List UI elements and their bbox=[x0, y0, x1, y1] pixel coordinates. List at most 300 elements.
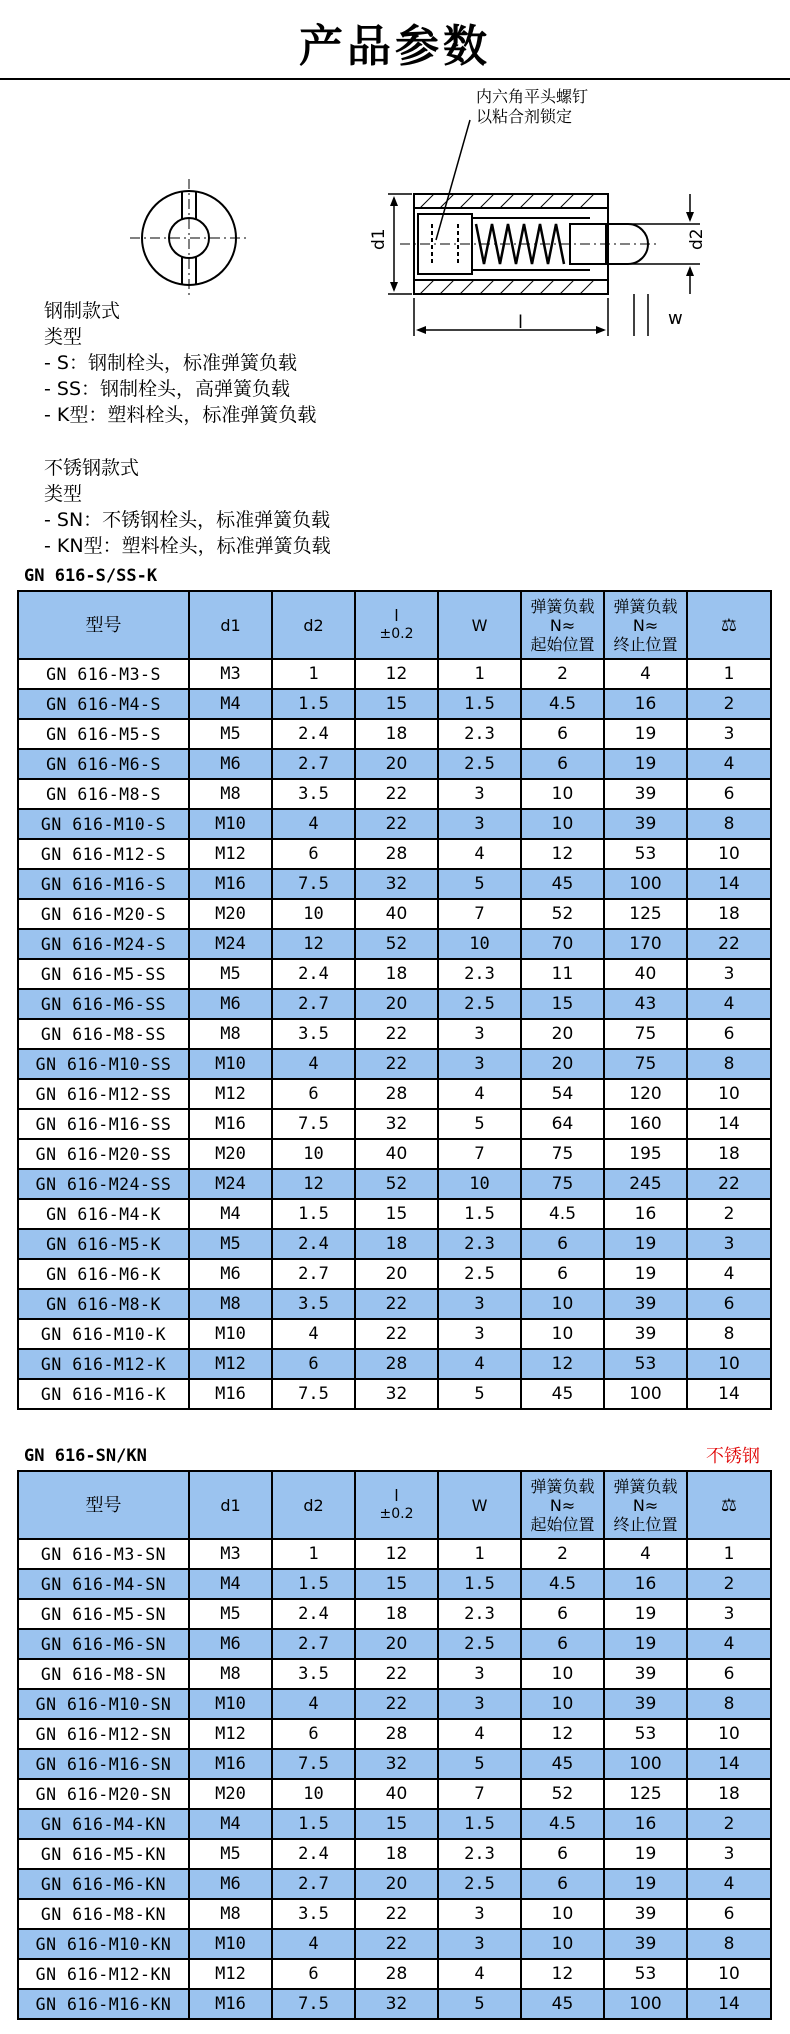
header-l-tol: ±0.2 bbox=[379, 1506, 414, 1522]
cell-weight: 10 bbox=[687, 1079, 771, 1109]
cell-d1: M4 bbox=[189, 1569, 272, 1599]
table-row bbox=[18, 989, 771, 1019]
table-row bbox=[18, 1229, 771, 1259]
cell-model: GN 616-M4-K bbox=[18, 1199, 189, 1229]
cell-d2: 4 bbox=[272, 1319, 355, 1349]
cell-weight: 6 bbox=[687, 1289, 771, 1319]
cell-model: GN 616-M5-SS bbox=[18, 959, 189, 989]
header-end-load bbox=[604, 591, 687, 659]
cell-l: 32 bbox=[355, 1379, 438, 1409]
cell-w: 2.3 bbox=[438, 1229, 521, 1259]
cell-end-load: 39 bbox=[604, 1659, 687, 1689]
cell-weight: 3 bbox=[687, 1839, 771, 1869]
cell-l: 12 bbox=[355, 1539, 438, 1569]
cell-d2: 7.5 bbox=[272, 869, 355, 899]
cell-l: 32 bbox=[355, 1109, 438, 1139]
cell-weight: 1 bbox=[687, 659, 771, 689]
cell-w: 10 bbox=[438, 1169, 521, 1199]
table-row bbox=[18, 1139, 771, 1169]
header-d2: d2 bbox=[272, 1471, 355, 1539]
cell-w: 3 bbox=[438, 1689, 521, 1719]
cell-end-load: 39 bbox=[604, 1689, 687, 1719]
stainless-desc-line: - KN型：塑料栓头，标准弹簧负载 bbox=[44, 535, 331, 557]
cell-l: 32 bbox=[355, 1749, 438, 1779]
cell-start-load: 6 bbox=[521, 1629, 604, 1659]
header-end-load bbox=[604, 1471, 687, 1539]
cell-end-load: 100 bbox=[604, 1379, 687, 1409]
cell-model: GN 616-M6-K bbox=[18, 1259, 189, 1289]
cell-start-load: 4.5 bbox=[521, 1809, 604, 1839]
header-end-line: 终止位置 bbox=[613, 634, 678, 654]
table-row bbox=[18, 809, 771, 839]
cell-start-load: 11 bbox=[521, 959, 604, 989]
cell-end-load: 100 bbox=[604, 869, 687, 899]
cell-weight: 14 bbox=[687, 1379, 771, 1409]
cell-start-load: 52 bbox=[521, 1779, 604, 1809]
weight-icon: ⚖ bbox=[687, 591, 771, 659]
cell-d2: 2.4 bbox=[272, 959, 355, 989]
cell-start-load: 12 bbox=[521, 1959, 604, 1989]
table-row bbox=[18, 1959, 771, 1989]
front-view bbox=[130, 179, 248, 297]
cell-d2: 7.5 bbox=[272, 1379, 355, 1409]
header-start-line: 弹簧负载 bbox=[530, 1476, 595, 1496]
cell-weight: 14 bbox=[687, 869, 771, 899]
table-row bbox=[18, 1289, 771, 1319]
cell-d2: 2.7 bbox=[272, 989, 355, 1019]
header-d1: d1 bbox=[189, 1471, 272, 1539]
cell-w: 2.5 bbox=[438, 989, 521, 1019]
header-end-line: 终止位置 bbox=[613, 1514, 678, 1534]
table-row bbox=[18, 1539, 771, 1569]
cell-d1: M6 bbox=[189, 1629, 272, 1659]
cell-l: 22 bbox=[355, 1049, 438, 1079]
cell-l: 22 bbox=[355, 1689, 438, 1719]
title-divider bbox=[0, 78, 790, 80]
cell-model: GN 616-M4-KN bbox=[18, 1809, 189, 1839]
cell-end-load: 16 bbox=[604, 1199, 687, 1229]
cell-end-load: 39 bbox=[604, 779, 687, 809]
cell-d1: M16 bbox=[189, 1109, 272, 1139]
cell-d2: 10 bbox=[272, 1779, 355, 1809]
cell-start-load: 54 bbox=[521, 1079, 604, 1109]
table-row bbox=[18, 1049, 771, 1079]
cell-model: GN 616-M24-SS bbox=[18, 1169, 189, 1199]
cell-w: 3 bbox=[438, 1289, 521, 1319]
cell-model: GN 616-M16-S bbox=[18, 869, 189, 899]
cell-end-load: 40 bbox=[604, 959, 687, 989]
cell-start-load: 4.5 bbox=[521, 689, 604, 719]
header-end-line: 弹簧负载 bbox=[613, 596, 678, 616]
cell-d2: 2.4 bbox=[272, 719, 355, 749]
cell-weight: 22 bbox=[687, 929, 771, 959]
cell-d1: M4 bbox=[189, 689, 272, 719]
cell-model: GN 616-M16-KN bbox=[18, 1989, 189, 2019]
cell-l: 28 bbox=[355, 1719, 438, 1749]
cell-w: 3 bbox=[438, 779, 521, 809]
cell-start-load: 20 bbox=[521, 1049, 604, 1079]
cell-weight: 22 bbox=[687, 1169, 771, 1199]
cell-l: 18 bbox=[355, 1839, 438, 1869]
header-w: W bbox=[438, 591, 521, 659]
cell-end-load: 19 bbox=[604, 1229, 687, 1259]
callout-line-1: 内六角平头螺钉 bbox=[476, 87, 589, 106]
table-row bbox=[18, 1989, 771, 2019]
cell-end-load: 39 bbox=[604, 1289, 687, 1319]
cell-d2: 6 bbox=[272, 1719, 355, 1749]
cell-start-load: 45 bbox=[521, 869, 604, 899]
table-row bbox=[18, 1199, 771, 1229]
cell-l: 20 bbox=[355, 1869, 438, 1899]
cell-weight: 4 bbox=[687, 1629, 771, 1659]
header-end-line: 弹簧负载 bbox=[613, 1476, 678, 1496]
cell-weight: 10 bbox=[687, 1719, 771, 1749]
cell-start-load: 52 bbox=[521, 899, 604, 929]
cell-weight: 3 bbox=[687, 719, 771, 749]
header-end-line: N≈ bbox=[632, 1495, 659, 1515]
cell-model: GN 616-M8-KN bbox=[18, 1899, 189, 1929]
table1-title: GN 616-S/SS-K bbox=[24, 566, 158, 586]
cell-d1: M12 bbox=[189, 839, 272, 869]
header-model: 型号 bbox=[18, 1471, 189, 1539]
cell-start-load: 64 bbox=[521, 1109, 604, 1139]
table-row bbox=[18, 1629, 771, 1659]
cell-w: 5 bbox=[438, 1109, 521, 1139]
cell-d1: M20 bbox=[189, 899, 272, 929]
cell-weight: 2 bbox=[687, 1569, 771, 1599]
cell-w: 1.5 bbox=[438, 689, 521, 719]
cell-w: 2.5 bbox=[438, 1869, 521, 1899]
cell-start-load: 15 bbox=[521, 989, 604, 1019]
cell-d2: 6 bbox=[272, 1959, 355, 1989]
cell-end-load: 19 bbox=[604, 749, 687, 779]
cell-weight: 2 bbox=[687, 1199, 771, 1229]
cell-w: 2.3 bbox=[438, 1599, 521, 1629]
cell-weight: 14 bbox=[687, 1749, 771, 1779]
cell-d2: 6 bbox=[272, 839, 355, 869]
cell-end-load: 19 bbox=[604, 1629, 687, 1659]
cell-d1: M12 bbox=[189, 1719, 272, 1749]
label-d2: d2 bbox=[687, 228, 707, 250]
cell-w: 3 bbox=[438, 1049, 521, 1079]
cell-d2: 7.5 bbox=[272, 1749, 355, 1779]
cell-w: 7 bbox=[438, 1779, 521, 1809]
header-l-tol: ±0.2 bbox=[379, 626, 414, 642]
cell-model: GN 616-M12-KN bbox=[18, 1959, 189, 1989]
cell-model: GN 616-M4-S bbox=[18, 689, 189, 719]
cell-start-load: 4.5 bbox=[521, 1569, 604, 1599]
cell-model: GN 616-M10-KN bbox=[18, 1929, 189, 1959]
cell-model: GN 616-M5-SN bbox=[18, 1599, 189, 1629]
cell-l: 22 bbox=[355, 1659, 438, 1689]
cell-weight: 18 bbox=[687, 899, 771, 929]
cell-w: 1.5 bbox=[438, 1809, 521, 1839]
cell-d1: M10 bbox=[189, 1049, 272, 1079]
table-row bbox=[18, 779, 771, 809]
cell-start-load: 10 bbox=[521, 1319, 604, 1349]
cell-model: GN 616-M5-S bbox=[18, 719, 189, 749]
cell-model: GN 616-M24-S bbox=[18, 929, 189, 959]
header-start-load bbox=[521, 591, 604, 659]
cell-d2: 2.4 bbox=[272, 1229, 355, 1259]
cell-l: 32 bbox=[355, 869, 438, 899]
cell-d2: 4 bbox=[272, 1049, 355, 1079]
cell-d2: 1 bbox=[272, 1539, 355, 1569]
table-row bbox=[18, 1839, 771, 1869]
header-w: W bbox=[438, 1471, 521, 1539]
cell-w: 7 bbox=[438, 899, 521, 929]
header-l bbox=[355, 1471, 438, 1539]
cell-d2: 1.5 bbox=[272, 1809, 355, 1839]
steel-desc-line: 钢制款式 bbox=[44, 300, 121, 322]
cell-w: 7 bbox=[438, 1139, 521, 1169]
cell-model: GN 616-M10-K bbox=[18, 1319, 189, 1349]
cell-weight: 8 bbox=[687, 1049, 771, 1079]
side-view bbox=[400, 194, 660, 294]
cell-d1: M10 bbox=[189, 1319, 272, 1349]
cell-w: 2.5 bbox=[438, 1629, 521, 1659]
cell-end-load: 160 bbox=[604, 1109, 687, 1139]
cell-d2: 3.5 bbox=[272, 779, 355, 809]
cell-d1: M5 bbox=[189, 719, 272, 749]
cell-end-load: 120 bbox=[604, 1079, 687, 1109]
cell-model: GN 616-M20-S bbox=[18, 899, 189, 929]
cell-model: GN 616-M8-S bbox=[18, 779, 189, 809]
header-l bbox=[355, 591, 438, 659]
cell-d2: 4 bbox=[272, 1689, 355, 1719]
cell-end-load: 4 bbox=[604, 659, 687, 689]
cell-w: 3 bbox=[438, 809, 521, 839]
cell-l: 18 bbox=[355, 1599, 438, 1629]
cell-d1: M3 bbox=[189, 1539, 272, 1569]
header-start-line: 起始位置 bbox=[530, 634, 595, 654]
cell-l: 18 bbox=[355, 959, 438, 989]
cell-model: GN 616-M6-KN bbox=[18, 1869, 189, 1899]
cell-l: 20 bbox=[355, 989, 438, 1019]
table-row bbox=[18, 1809, 771, 1839]
cell-d2: 7.5 bbox=[272, 1109, 355, 1139]
cell-start-load: 12 bbox=[521, 1349, 604, 1379]
cell-start-load: 10 bbox=[521, 1659, 604, 1689]
table-row bbox=[18, 1929, 771, 1959]
cell-model: GN 616-M16-SN bbox=[18, 1749, 189, 1779]
table-row bbox=[18, 869, 771, 899]
cell-l: 20 bbox=[355, 1259, 438, 1289]
cell-weight: 4 bbox=[687, 749, 771, 779]
cell-d1: M10 bbox=[189, 1929, 272, 1959]
cell-model: GN 616-M5-K bbox=[18, 1229, 189, 1259]
dimension-lines bbox=[388, 120, 700, 336]
cell-weight: 6 bbox=[687, 1019, 771, 1049]
cell-end-load: 75 bbox=[604, 1049, 687, 1079]
cell-l: 28 bbox=[355, 839, 438, 869]
cell-w: 1.5 bbox=[438, 1569, 521, 1599]
cell-end-load: 16 bbox=[604, 1809, 687, 1839]
table-row bbox=[18, 929, 771, 959]
header-d2: d2 bbox=[272, 591, 355, 659]
cell-model: GN 616-M8-SN bbox=[18, 1659, 189, 1689]
cell-w: 3 bbox=[438, 1319, 521, 1349]
cell-weight: 1 bbox=[687, 1539, 771, 1569]
cell-model: GN 616-M20-SS bbox=[18, 1139, 189, 1169]
cell-weight: 2 bbox=[687, 689, 771, 719]
cell-d1: M4 bbox=[189, 1809, 272, 1839]
cell-d2: 3.5 bbox=[272, 1899, 355, 1929]
cell-w: 4 bbox=[438, 839, 521, 869]
cell-w: 2.3 bbox=[438, 719, 521, 749]
cell-w: 1 bbox=[438, 659, 521, 689]
table-row bbox=[18, 689, 771, 719]
cell-model: GN 616-M12-SN bbox=[18, 1719, 189, 1749]
cell-l: 22 bbox=[355, 1319, 438, 1349]
weight-icon: ⚖ bbox=[687, 1471, 771, 1539]
cell-d2: 4 bbox=[272, 1929, 355, 1959]
cell-d2: 2.4 bbox=[272, 1839, 355, 1869]
cell-l: 18 bbox=[355, 1229, 438, 1259]
cell-w: 2.5 bbox=[438, 1259, 521, 1289]
table-row bbox=[18, 1109, 771, 1139]
cell-model: GN 616-M8-SS bbox=[18, 1019, 189, 1049]
cell-weight: 8 bbox=[687, 809, 771, 839]
stainless-description bbox=[44, 455, 331, 559]
cell-weight: 8 bbox=[687, 1929, 771, 1959]
table-row bbox=[18, 1079, 771, 1109]
steel-desc-line: - SS：钢制栓头，高弹簧负载 bbox=[44, 378, 291, 400]
cell-l: 22 bbox=[355, 779, 438, 809]
steel-desc-line: - S：钢制栓头，标准弹簧负载 bbox=[44, 352, 297, 374]
table-row bbox=[18, 1319, 771, 1349]
cell-w: 5 bbox=[438, 1989, 521, 2019]
cell-start-load: 4.5 bbox=[521, 1199, 604, 1229]
header-start-line: N≈ bbox=[549, 615, 576, 635]
cell-l: 40 bbox=[355, 899, 438, 929]
table-row bbox=[18, 1899, 771, 1929]
cell-end-load: 100 bbox=[604, 1989, 687, 2019]
cell-w: 3 bbox=[438, 1899, 521, 1929]
steel-desc-line: 类型 bbox=[44, 326, 83, 348]
cell-w: 2.3 bbox=[438, 1839, 521, 1869]
cell-start-load: 6 bbox=[521, 1839, 604, 1869]
cell-start-load: 70 bbox=[521, 929, 604, 959]
cell-d2: 3.5 bbox=[272, 1019, 355, 1049]
cell-weight: 10 bbox=[687, 1959, 771, 1989]
cell-d1: M16 bbox=[189, 1379, 272, 1409]
cell-d1: M24 bbox=[189, 929, 272, 959]
cell-d2: 12 bbox=[272, 929, 355, 959]
cell-d2: 6 bbox=[272, 1079, 355, 1109]
header-start-line: N≈ bbox=[549, 1495, 576, 1515]
cell-d1: M5 bbox=[189, 959, 272, 989]
cell-l: 22 bbox=[355, 1289, 438, 1319]
cell-end-load: 125 bbox=[604, 899, 687, 929]
cell-end-load: 43 bbox=[604, 989, 687, 1019]
cell-start-load: 6 bbox=[521, 1599, 604, 1629]
cell-d1: M5 bbox=[189, 1839, 272, 1869]
header-start-load bbox=[521, 1471, 604, 1539]
cell-end-load: 39 bbox=[604, 809, 687, 839]
cell-l: 52 bbox=[355, 1169, 438, 1199]
cell-start-load: 6 bbox=[521, 719, 604, 749]
page-title: 产品参数 bbox=[299, 21, 491, 72]
cell-d1: M5 bbox=[189, 1599, 272, 1629]
cell-d2: 1.5 bbox=[272, 1199, 355, 1229]
table-row bbox=[18, 1719, 771, 1749]
table-row bbox=[18, 719, 771, 749]
cell-w: 4 bbox=[438, 1079, 521, 1109]
spec-table-steel bbox=[17, 590, 772, 1410]
cell-d2: 2.7 bbox=[272, 1629, 355, 1659]
cell-model: GN 616-M5-KN bbox=[18, 1839, 189, 1869]
stainless-desc-line: 不锈钢款式 bbox=[44, 457, 140, 479]
cell-weight: 8 bbox=[687, 1319, 771, 1349]
cell-d1: M24 bbox=[189, 1169, 272, 1199]
cell-weight: 18 bbox=[687, 1139, 771, 1169]
table-row bbox=[18, 839, 771, 869]
cell-model: GN 616-M12-K bbox=[18, 1349, 189, 1379]
cell-model: GN 616-M10-S bbox=[18, 809, 189, 839]
cell-w: 10 bbox=[438, 929, 521, 959]
cell-d2: 2.7 bbox=[272, 749, 355, 779]
cell-d1: M10 bbox=[189, 1689, 272, 1719]
table-row bbox=[18, 1599, 771, 1629]
cell-l: 15 bbox=[355, 689, 438, 719]
cell-w: 2.3 bbox=[438, 959, 521, 989]
cell-d2: 4 bbox=[272, 809, 355, 839]
cell-l: 20 bbox=[355, 749, 438, 779]
cell-d1: M20 bbox=[189, 1139, 272, 1169]
cell-model: GN 616-M4-SN bbox=[18, 1569, 189, 1599]
cell-l: 20 bbox=[355, 1629, 438, 1659]
cell-weight: 6 bbox=[687, 1899, 771, 1929]
cell-l: 32 bbox=[355, 1989, 438, 2019]
cell-weight: 3 bbox=[687, 1229, 771, 1259]
header-d1: d1 bbox=[189, 591, 272, 659]
table-row bbox=[18, 1869, 771, 1899]
cell-d1: M8 bbox=[189, 1899, 272, 1929]
cell-d1: M20 bbox=[189, 1779, 272, 1809]
cell-end-load: 75 bbox=[604, 1019, 687, 1049]
cell-model: GN 616-M12-S bbox=[18, 839, 189, 869]
cell-start-load: 20 bbox=[521, 1019, 604, 1049]
table-row bbox=[18, 1749, 771, 1779]
cell-start-load: 10 bbox=[521, 1289, 604, 1319]
cell-weight: 10 bbox=[687, 839, 771, 869]
table-row bbox=[18, 1169, 771, 1199]
cell-w: 3 bbox=[438, 1929, 521, 1959]
cell-model: GN 616-M3-S bbox=[18, 659, 189, 689]
cell-weight: 3 bbox=[687, 1599, 771, 1629]
cell-w: 1.5 bbox=[438, 1199, 521, 1229]
cell-l: 22 bbox=[355, 1899, 438, 1929]
cell-end-load: 100 bbox=[604, 1749, 687, 1779]
cell-start-load: 10 bbox=[521, 779, 604, 809]
cell-w: 5 bbox=[438, 1749, 521, 1779]
header-end-line: N≈ bbox=[632, 615, 659, 635]
cell-d1: M8 bbox=[189, 779, 272, 809]
cell-d2: 2.7 bbox=[272, 1259, 355, 1289]
cell-w: 3 bbox=[438, 1019, 521, 1049]
cell-w: 4 bbox=[438, 1349, 521, 1379]
cell-d2: 3.5 bbox=[272, 1289, 355, 1319]
cell-start-load: 10 bbox=[521, 1929, 604, 1959]
label-w: w bbox=[668, 308, 683, 329]
cell-w: 3 bbox=[438, 1659, 521, 1689]
cell-start-load: 2 bbox=[521, 1539, 604, 1569]
cell-end-load: 19 bbox=[604, 719, 687, 749]
cell-start-load: 6 bbox=[521, 1869, 604, 1899]
cell-w: 5 bbox=[438, 869, 521, 899]
table-row bbox=[18, 1019, 771, 1049]
